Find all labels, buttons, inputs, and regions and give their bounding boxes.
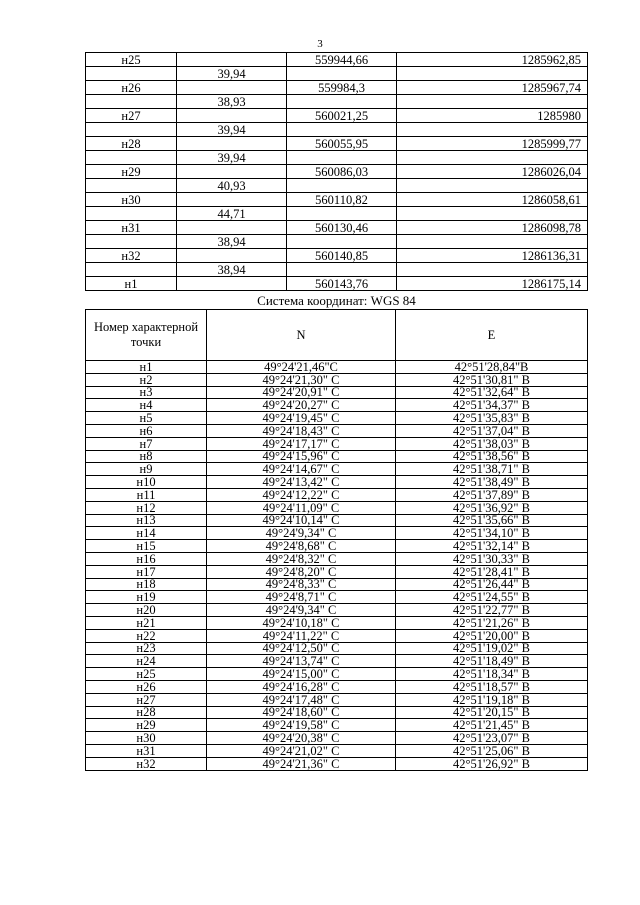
empty-cell [287,207,397,221]
empty-cell [86,67,177,81]
point-cell: н11 [86,488,207,501]
point-cell: н28 [86,706,207,719]
table-row [86,604,588,617]
empty-cell [86,95,177,109]
point-cell: н31 [86,221,177,235]
point-cell: н15 [86,540,207,553]
point-cell: н26 [86,81,177,95]
x-cell: 560110,82 [287,193,397,207]
table-row [86,53,588,67]
point-cell: н27 [86,109,177,123]
table-row [86,476,588,489]
point-cell: н21 [86,616,207,629]
n-cell: 49°24'8,20" С [207,565,396,578]
e-cell: 42°51'38,71" В [396,463,588,476]
table-row [86,527,588,540]
distance-cell: 38,94 [177,235,287,249]
n-cell: 49°24'14,67" С [207,463,396,476]
n-cell: 49°24'20,27" С [207,399,396,412]
empty-cell [287,95,397,109]
x-cell: 560130,46 [287,221,397,235]
point-cell: н27 [86,693,207,706]
e-cell: 42°51'37,89" В [396,488,588,501]
n-cell: 49°24'15,96" С [207,450,396,463]
table-header-row [86,310,588,361]
e-cell: 42°51'26,92" В [396,757,588,770]
empty-cell [177,81,287,95]
n-cell: 49°24'18,43" С [207,424,396,437]
n-cell: 49°24'15,00" С [207,668,396,681]
table-row [86,193,588,207]
table-row [86,732,588,745]
table-row [86,501,588,514]
point-cell: н30 [86,732,207,745]
e-cell: 42°51'37,04" В [396,424,588,437]
distance-row [86,151,588,165]
n-cell: 49°24'20,38" С [207,732,396,745]
e-cell: 42°51'28,84"В [396,361,588,374]
empty-cell [177,137,287,151]
x-cell: 560140,85 [287,249,397,263]
e-cell: 42°51'26,44" В [396,578,588,591]
distance-row [86,123,588,137]
point-cell: н26 [86,680,207,693]
empty-cell [86,235,177,249]
distance-row [86,67,588,81]
table-row [86,578,588,591]
table-row [86,565,588,578]
n-cell: 49°24'11,09" С [207,501,396,514]
y-cell: 1286175,14 [397,277,588,291]
n-cell: 49°24'21,36" С [207,757,396,770]
point-cell: н5 [86,412,207,425]
empty-cell [287,67,397,81]
point-cell: н17 [86,565,207,578]
empty-cell [86,123,177,137]
table-row [86,642,588,655]
e-cell: 42°51'35,83" В [396,412,588,425]
empty-cell [397,151,588,165]
table-row [86,744,588,757]
empty-cell [177,109,287,123]
e-cell: 42°51'24,55" В [396,591,588,604]
page-number: 3 [317,38,323,50]
table-row [86,706,588,719]
table-row [86,386,588,399]
point-cell: н32 [86,249,177,263]
empty-cell [177,277,287,291]
table-row [86,540,588,553]
e-cell: 42°51'20,00" В [396,629,588,642]
point-cell: н14 [86,527,207,540]
y-cell: 1285980 [397,109,588,123]
empty-cell [397,95,588,109]
point-cell: н7 [86,437,207,450]
empty-cell [287,123,397,137]
x-cell: 559984,3 [287,81,397,95]
n-cell: 49°24'17,17" С [207,437,396,450]
n-cell: 49°24'19,45" С [207,412,396,425]
coordinate-system-caption: Система координат: WGS 84 [257,293,416,308]
n-cell: 49°24'9,34" С [207,604,396,617]
n-cell: 49°24'17,48" С [207,693,396,706]
y-cell: 1286136,31 [397,249,588,263]
n-cell: 49°24'10,18" С [207,616,396,629]
empty-cell [86,179,177,193]
table-row [86,693,588,706]
point-cell: н12 [86,501,207,514]
table-row [86,399,588,412]
point-cell: н29 [86,719,207,732]
distance-row [86,263,588,277]
n-cell: 49°24'21,30" С [207,373,396,386]
empty-cell [177,193,287,207]
distance-cell: 39,94 [177,67,287,81]
x-cell: 560143,76 [287,277,397,291]
empty-cell [287,263,397,277]
n-cell: 49°24'12,50" С [207,642,396,655]
table-row [86,514,588,527]
empty-cell [397,123,588,137]
empty-cell [397,207,588,221]
e-cell: 42°51'21,45" В [396,719,588,732]
n-cell: 49°24'8,71" С [207,591,396,604]
e-cell: 42°51'18,49" В [396,655,588,668]
n-cell: 49°24'9,34" С [207,527,396,540]
point-cell: н1 [86,361,207,374]
point-cell: н20 [86,604,207,617]
point-cell: н30 [86,193,177,207]
table-row [86,81,588,95]
empty-cell [397,235,588,249]
e-cell: 42°51'36,92" В [396,501,588,514]
y-cell: 1286026,04 [397,165,588,179]
point-cell: н3 [86,386,207,399]
e-cell: 42°51'25,06" В [396,744,588,757]
e-cell: 42°51'21,26" В [396,616,588,629]
e-cell: 42°51'34,37" В [396,399,588,412]
n-cell: 49°24'13,42" С [207,476,396,489]
point-cell: н24 [86,655,207,668]
coordinates-table-wgs84 [85,309,588,771]
x-cell: 560021,25 [287,109,397,123]
header-e: E [396,310,588,361]
empty-cell [287,235,397,249]
e-cell: 42°51'19,02" В [396,642,588,655]
point-cell: н32 [86,757,207,770]
x-cell: 560086,03 [287,165,397,179]
y-cell: 1286058,61 [397,193,588,207]
distance-row [86,179,588,193]
empty-cell [287,179,397,193]
table-row [86,616,588,629]
n-cell: 49°24'10,14" С [207,514,396,527]
x-cell: 559944,66 [287,53,397,67]
n-cell: 49°24'21,02" С [207,744,396,757]
table-row [86,361,588,374]
point-cell: н10 [86,476,207,489]
e-cell: 42°51'34,10" В [396,527,588,540]
e-cell: 42°51'35,66" В [396,514,588,527]
n-cell: 49°24'16,28" С [207,680,396,693]
x-cell: 560055,95 [287,137,397,151]
point-cell: н4 [86,399,207,412]
n-cell: 49°24'8,32" С [207,552,396,565]
table-row [86,412,588,425]
e-cell: 42°51'18,34" В [396,668,588,681]
n-cell: 49°24'18,60" С [207,706,396,719]
point-cell: н22 [86,629,207,642]
n-cell: 49°24'8,68" С [207,540,396,553]
table-row [86,668,588,681]
table-row [86,680,588,693]
table-row [86,109,588,123]
n-cell: 49°24'19,58" С [207,719,396,732]
point-cell: н13 [86,514,207,527]
point-cell: н31 [86,744,207,757]
empty-cell [177,249,287,263]
point-cell: н6 [86,424,207,437]
e-cell: 42°51'19,18" В [396,693,588,706]
point-cell: н25 [86,53,177,67]
table-row [86,165,588,179]
e-cell: 42°51'22,77" В [396,604,588,617]
table-row [86,488,588,501]
distance-cell: 39,94 [177,123,287,137]
coordinates-table-msk [85,52,588,291]
distance-cell: 40,93 [177,179,287,193]
e-cell: 42°51'23,07" В [396,732,588,745]
empty-cell [86,207,177,221]
e-cell: 42°51'30,81" В [396,373,588,386]
e-cell: 42°51'30,33" В [396,552,588,565]
header-n: N [207,310,396,361]
n-cell: 49°24'20,91" С [207,386,396,399]
n-cell: 49°24'21,46"С [207,361,396,374]
table-row [86,249,588,263]
e-cell: 42°51'20,15" В [396,706,588,719]
empty-cell [177,221,287,235]
distance-cell: 44,71 [177,207,287,221]
empty-cell [397,67,588,81]
table-row [86,757,588,770]
point-cell: н16 [86,552,207,565]
table-row [86,719,588,732]
table-row [86,552,588,565]
e-cell: 42°51'18,57" В [396,680,588,693]
n-cell: 49°24'11,22" С [207,629,396,642]
empty-cell [397,263,588,277]
table-row [86,437,588,450]
point-cell: н29 [86,165,177,179]
coordinates-table-wgs84-body [86,361,588,771]
table-row [86,424,588,437]
e-cell: 42°51'38,56" В [396,450,588,463]
n-cell: 49°24'8,33" С [207,578,396,591]
table-row [86,137,588,151]
empty-cell [177,53,287,67]
distance-cell: 39,94 [177,151,287,165]
empty-cell [287,151,397,165]
e-cell: 42°51'32,64" В [396,386,588,399]
table-row [86,277,588,291]
distance-row [86,235,588,249]
distance-cell: 38,94 [177,263,287,277]
e-cell: 42°51'38,49" В [396,476,588,489]
table-row [86,591,588,604]
e-cell: 42°51'32,14" В [396,540,588,553]
point-cell: н19 [86,591,207,604]
table-row [86,629,588,642]
point-cell: н8 [86,450,207,463]
distance-row [86,207,588,221]
y-cell: 1286098,78 [397,221,588,235]
point-cell: н18 [86,578,207,591]
e-cell: 42°51'38,03" В [396,437,588,450]
table-row [86,655,588,668]
y-cell: 1285999,77 [397,137,588,151]
y-cell: 1285962,85 [397,53,588,67]
table-row [86,373,588,386]
y-cell: 1285967,74 [397,81,588,95]
empty-cell [86,151,177,165]
distance-cell: 38,93 [177,95,287,109]
empty-cell [177,165,287,179]
empty-cell [397,179,588,193]
empty-cell [86,263,177,277]
n-cell: 49°24'13,74" С [207,655,396,668]
table-row [86,463,588,476]
point-cell: н2 [86,373,207,386]
n-cell: 49°24'12,22" С [207,488,396,501]
header-point-number: Номер характерной точки [86,310,207,361]
e-cell: 42°51'28,41" В [396,565,588,578]
point-cell: н25 [86,668,207,681]
table-row [86,450,588,463]
point-cell: н1 [86,277,177,291]
coordinates-table-msk-body [86,53,588,291]
point-cell: н9 [86,463,207,476]
point-cell: н28 [86,137,177,151]
table-row [86,221,588,235]
distance-row [86,95,588,109]
point-cell: н23 [86,642,207,655]
